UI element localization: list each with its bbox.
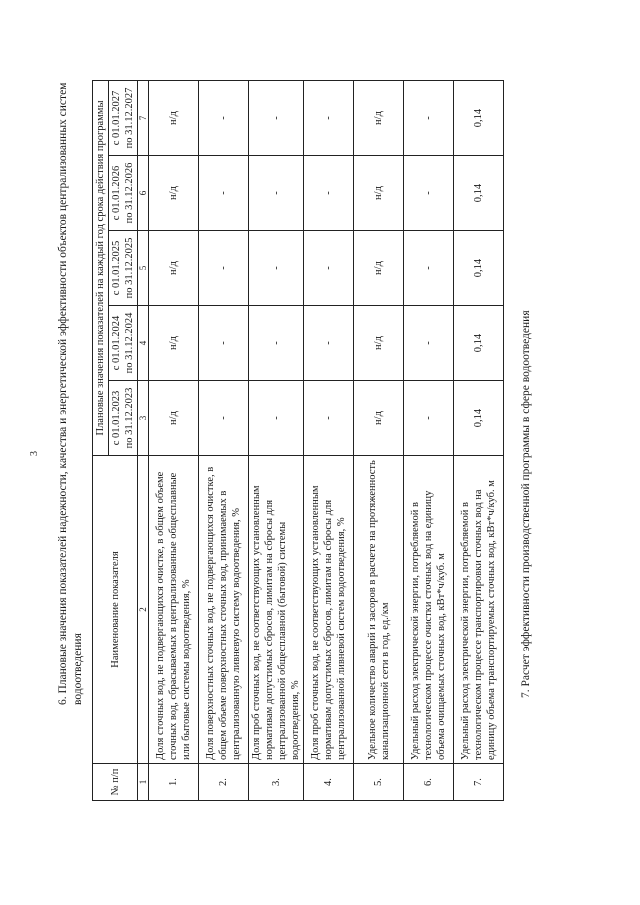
value-2027: -: [249, 81, 304, 156]
column-index: 2: [138, 456, 149, 764]
value-2026: 0,14: [454, 156, 504, 231]
value-2027: н/д: [149, 81, 199, 156]
column-index: 4: [138, 306, 149, 381]
page-number: 3: [29, 451, 40, 456]
value-2024: -: [199, 306, 249, 381]
column-index: 7: [138, 81, 149, 156]
indicator-name: Доля проб сточных вод, не соответствующих установленным нормативам допустимых сбросов, лимитам на сбросы для централизованной общесплавной (бытовой) системы водоотведения, %: [249, 456, 304, 764]
table-row: [404, 81, 454, 801]
indicator-name: Доля поверхностных сточных вод, не подвергающихся очистке, в общем объеме поверхностных сточных вод, принимаемых в централизованную ливневую систему водоотведения, %: [199, 456, 249, 764]
row-number: 3.: [249, 764, 304, 801]
table-row: [249, 81, 304, 801]
value-2026: -: [249, 156, 304, 231]
value-2023: -: [304, 381, 354, 456]
value-2027: -: [199, 81, 249, 156]
value-2026: н/д: [149, 156, 199, 231]
value-2025: н/д: [149, 231, 199, 306]
value-2025: -: [249, 231, 304, 306]
header-period-2027: с 01.01.2027 по 31.12.2027: [109, 81, 138, 156]
column-index: 1: [138, 764, 149, 801]
column-index: 5: [138, 231, 149, 306]
table-header-row: [93, 81, 109, 801]
header-period-2026: с 01.01.2026 по 31.12.2026: [109, 156, 138, 231]
column-index: 3: [138, 381, 149, 456]
table-row: [454, 81, 504, 801]
value-2023: -: [199, 381, 249, 456]
value-2027: 0,14: [454, 81, 504, 156]
value-2024: 0,14: [454, 306, 504, 381]
value-2027: -: [404, 81, 454, 156]
value-2026: -: [199, 156, 249, 231]
column-index: 6: [138, 156, 149, 231]
value-2025: н/д: [354, 231, 404, 306]
row-number: 2.: [199, 764, 249, 801]
indicator-name: Доля сточных вод, не подвергающихся очистке, в общем объеме сточных вод, сбрасываемых в централизованные общесплавные или бытовые системы водоотведения, %: [149, 456, 199, 764]
header-num: № п/п: [93, 764, 138, 801]
value-2023: 0,14: [454, 381, 504, 456]
table-row: [354, 81, 404, 801]
value-2023: н/д: [354, 381, 404, 456]
section-6-title: 6. Плановые значения показателей надежности, качества и энергетической эффективности объектов централизованных систем водоотведения: [57, 82, 84, 705]
value-2026: -: [304, 156, 354, 231]
value-2025: -: [404, 231, 454, 306]
indicators-table: [92, 80, 504, 801]
column-index-row: [138, 81, 149, 801]
value-2026: н/д: [354, 156, 404, 231]
value-2024: -: [249, 306, 304, 381]
value-2026: -: [404, 156, 454, 231]
header-period-2025: с 01.01.2025 по 31.12.2025: [109, 231, 138, 306]
header-period-2023: с 01.01.2023 по 31.12.2023: [109, 381, 138, 456]
value-2025: -: [304, 231, 354, 306]
row-number: 5.: [354, 764, 404, 801]
indicator-name: Доля проб сточных вод, не соответствующих установленным нормативам допустимых сбросов, лимитам на сбросы для централизованной ливневой систем водоотведения, %: [304, 456, 354, 764]
table-row: [304, 81, 354, 801]
row-number: 7.: [454, 764, 504, 801]
value-2023: -: [249, 381, 304, 456]
row-number: 4.: [304, 764, 354, 801]
row-number: 6.: [404, 764, 454, 801]
value-2025: -: [199, 231, 249, 306]
indicator-name: Удельный расход электрической энергии, потребляемой в технологическом процессе очистки сточных вод на единицу объема очищаемых сточных вод, кВт*ч/куб. м: [404, 456, 454, 764]
value-2023: -: [404, 381, 454, 456]
value-2025: 0,14: [454, 231, 504, 306]
value-2024: н/д: [354, 306, 404, 381]
table-row: [149, 81, 199, 801]
value-2024: -: [404, 306, 454, 381]
indicator-name: Удельный расход электрической энергии, потребляемой в технологическом процессе транспортировки сточных вод на единицу объема транспортируемых сточных вод, кВт*ч/куб. м: [454, 456, 504, 764]
header-planned-values: Плановые значения показателей на каждый год срока действия программы: [93, 81, 109, 456]
header-period-2024: с 01.01.2024 по 31.12.2024: [109, 306, 138, 381]
value-2027: н/д: [354, 81, 404, 156]
row-number: 1.: [149, 764, 199, 801]
value-2027: -: [304, 81, 354, 156]
value-2023: н/д: [149, 381, 199, 456]
value-2024: н/д: [149, 306, 199, 381]
table-row: [199, 81, 249, 801]
header-name: Наименование показателя: [93, 456, 138, 764]
section-7-title: 7. Расчет эффективности производственной программы в сфере водоотведения: [520, 310, 532, 698]
value-2024: -: [304, 306, 354, 381]
indicator-name: Удельное количество аварий и засоров в расчете на протяженность канализационной сети в год, ед./км: [354, 456, 404, 764]
